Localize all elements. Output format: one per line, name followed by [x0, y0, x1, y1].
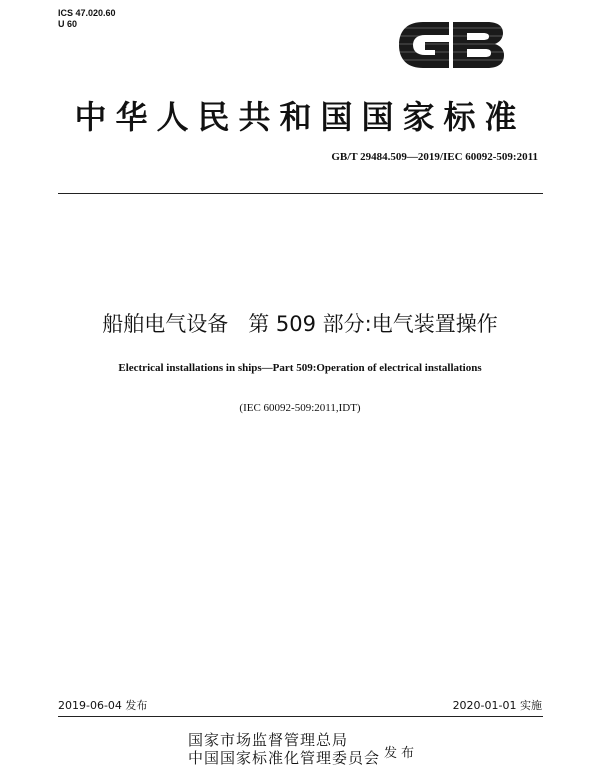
ccs-code: U 60	[58, 19, 78, 29]
gb-logo-text	[507, 18, 508, 19]
title-en: Electrical installations in ships—Part 509:Operation of electrical installations	[118, 362, 482, 374]
implement-date: 2020-01-01 实施	[452, 699, 542, 712]
title-cn	[0, 308, 600, 338]
ics-code-block	[58, 8, 116, 30]
title-cn-main: 船舶电气设备	[102, 312, 229, 336]
standard-number: GB/T 29484.509—2019/IEC 60092-509:2011	[331, 151, 538, 163]
issuer-samr: 国家市场监督管理总局	[188, 731, 349, 749]
issuing-authorities	[188, 731, 380, 767]
gb-logo-icon	[395, 18, 507, 72]
country-standard-heading: 中华人民共和国国家标准	[74, 98, 526, 136]
ics-code: ICS 47.020.60	[58, 8, 116, 18]
issuer-sac: 中国国家标准化管理委员会	[188, 749, 381, 767]
bottom-divider	[58, 716, 543, 717]
title-cn-part: 第 509 部分:电气装置操作	[248, 312, 498, 336]
gb-logo	[395, 18, 507, 72]
top-divider	[58, 193, 543, 194]
issue-label: 发布	[384, 746, 419, 761]
iec-equivalence: (IEC 60092-509:2011,IDT)	[239, 402, 361, 414]
publish-date: 2019-06-04 发布	[58, 699, 148, 712]
